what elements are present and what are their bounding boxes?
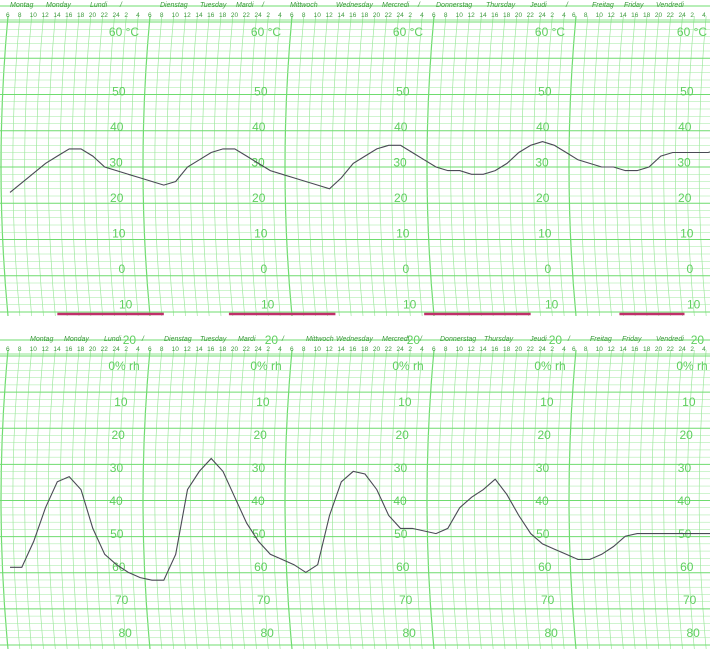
scale-label: 20 xyxy=(690,333,705,347)
hour-tick-label: 12 xyxy=(607,346,615,353)
hour-tick-label: 18 xyxy=(361,12,369,19)
scale-label: 30 xyxy=(677,461,692,475)
hour-tick-label: 4 xyxy=(278,12,282,19)
hour-tick-label: 20 xyxy=(230,346,239,353)
hour-tick-label: 20 xyxy=(230,12,239,19)
scale-label: 40 xyxy=(536,120,550,134)
scale-label: 80 xyxy=(118,626,132,640)
hour-tick-label: 8 xyxy=(583,346,588,353)
scale-label: 20 xyxy=(678,191,692,205)
hour-tick-label: 24 xyxy=(678,12,686,19)
hour-tick-label: 2 xyxy=(550,12,554,19)
unit-label: 0% rh xyxy=(392,359,424,373)
scale-label: 20 xyxy=(253,428,267,442)
scale-label: 20 xyxy=(252,191,266,205)
scale-label: 0 xyxy=(118,262,126,276)
scale-label: 50 xyxy=(112,84,126,99)
scale-label: 40 xyxy=(678,120,692,134)
hour-tick-label: 20 xyxy=(654,12,663,19)
hour-tick-label: 16 xyxy=(207,346,215,353)
scale-label: 10 xyxy=(682,395,696,409)
scale-label: 50 xyxy=(680,84,694,99)
scale-label: 40 xyxy=(535,494,549,508)
hour-tick-label: 12 xyxy=(325,346,333,353)
hour-tick-label: 8 xyxy=(443,346,448,353)
day-label: Vendredi xyxy=(656,336,684,343)
hour-tick-label: 24 xyxy=(396,346,404,353)
hour-tick-label: 22 xyxy=(242,346,250,353)
day-label: Wednesday xyxy=(336,336,373,343)
day-label: Lundi xyxy=(90,2,108,9)
hour-tick-label: 22 xyxy=(526,346,534,353)
hour-tick-label: 10 xyxy=(455,12,463,19)
scale-label: 10 xyxy=(680,226,694,241)
hour-tick-label: 10 xyxy=(455,346,463,353)
scale-label: 60 xyxy=(538,560,552,574)
day-label: Mardi xyxy=(236,2,254,9)
day-label: / xyxy=(418,2,420,9)
day-label: Freitag xyxy=(590,336,612,343)
hour-tick-label: 8 xyxy=(301,346,306,353)
hour-tick-label: 8 xyxy=(17,12,22,19)
hour-tick-label: 8 xyxy=(583,12,588,19)
scale-label: 30 xyxy=(109,155,123,170)
hour-tick-label: 14 xyxy=(337,12,345,19)
hour-tick-label: 8 xyxy=(159,346,164,353)
day-label: Lundi xyxy=(104,336,122,343)
scale-label: 20 xyxy=(537,428,551,442)
day-label: Mercredi xyxy=(382,336,410,343)
hour-tick-label: 10 xyxy=(171,346,179,353)
hour-tick-label: 22 xyxy=(666,346,674,353)
hour-tick-label: 20 xyxy=(88,346,97,353)
hour-tick-label: 16 xyxy=(349,12,357,19)
day-label: Tuesday xyxy=(200,2,227,9)
day-label: Monday xyxy=(46,2,71,9)
hour-tick-label: 12 xyxy=(467,346,475,353)
day-label: / xyxy=(142,336,144,343)
scale-label: 20 xyxy=(110,191,124,205)
scale-label: 70 xyxy=(257,593,271,607)
value-grid xyxy=(0,356,710,645)
scale-label: 50 xyxy=(254,84,268,99)
hour-tick-label: 20 xyxy=(514,346,523,353)
scale-label: 10 xyxy=(118,297,133,312)
scale-label: 40 xyxy=(252,120,266,134)
hour-tick-label: 24 xyxy=(538,346,546,353)
hour-tick-label: 22 xyxy=(526,12,534,19)
day-label: Jeudi xyxy=(530,336,547,343)
hour-tick-label: 18 xyxy=(361,346,369,353)
hour-tick-label: 24 xyxy=(254,12,262,19)
day-label: / xyxy=(282,336,284,343)
hour-tick-label: 8 xyxy=(159,12,164,19)
hour-tick-label: 4 xyxy=(562,346,566,353)
scale-label: 10 xyxy=(686,297,701,312)
hour-tick-label: 22 xyxy=(100,346,108,353)
hour-tick-label: 14 xyxy=(195,12,203,19)
scale-label: 20 xyxy=(395,428,409,442)
hour-tick-label: 2 xyxy=(266,346,270,353)
hour-tick-label: 12 xyxy=(183,346,191,353)
scale-label: 40 xyxy=(677,494,691,508)
scale-label: 30 xyxy=(393,155,407,170)
hour-tick-label: 20 xyxy=(88,12,97,19)
hour-tick-label: 18 xyxy=(219,12,227,19)
day-label: Mittwoch xyxy=(290,2,318,9)
hour-tick-label: 14 xyxy=(195,346,203,353)
hour-tick-label: 6 xyxy=(432,346,436,353)
hour-tick-label: 12 xyxy=(467,12,475,19)
hour-tick-label: 4 xyxy=(136,346,140,353)
scale-label: 10 xyxy=(256,395,270,409)
hour-tick-label: 4 xyxy=(420,346,424,353)
hour-tick-label: 6 xyxy=(148,346,152,353)
scale-label: 20 xyxy=(394,191,408,205)
day-label: / xyxy=(120,2,122,9)
scale-label: 20 xyxy=(122,333,137,347)
hour-tick-label: 4 xyxy=(136,12,140,19)
hour-tick-label: 24 xyxy=(396,12,404,19)
hour-tick-label: 20 xyxy=(654,346,663,353)
scale-label: 50 xyxy=(396,84,410,99)
hour-tick-label: 10 xyxy=(171,12,179,19)
hour-tick-label: 18 xyxy=(503,12,511,19)
unit-label: 60 °C xyxy=(108,25,140,39)
hour-tick-label: 20 xyxy=(514,12,523,19)
hour-tick-label: 14 xyxy=(53,12,61,19)
hour-tick-label: 16 xyxy=(207,12,215,19)
scale-label: 10 xyxy=(114,395,128,409)
scale-label: 30 xyxy=(535,461,550,475)
hour-tick-label: 4 xyxy=(562,12,566,19)
scale-label: 40 xyxy=(110,120,124,134)
hour-tick-label: 6 xyxy=(6,12,10,19)
scale-label: 30 xyxy=(677,155,691,170)
hour-tick-label: 14 xyxy=(619,346,627,353)
hour-tick-label: 18 xyxy=(77,12,85,19)
hour-tick-label: 14 xyxy=(479,12,487,19)
hour-tick-label: 12 xyxy=(41,346,49,353)
scale-label: 0 xyxy=(402,262,410,276)
scale-label: 80 xyxy=(544,626,558,640)
day-label: Dienstag xyxy=(160,2,188,9)
hour-tick-label: 18 xyxy=(77,346,85,353)
unit-label: 60 °C xyxy=(676,25,708,39)
scale-label: 40 xyxy=(394,120,408,134)
hour-tick-label: 4 xyxy=(702,12,706,19)
scale-label: 50 xyxy=(252,527,266,541)
scale-label: 20 xyxy=(548,333,563,347)
day-label: / xyxy=(566,2,568,9)
hour-tick-label: 6 xyxy=(148,12,152,19)
hour-tick-label: 4 xyxy=(278,346,282,353)
hour-tick-label: 10 xyxy=(313,346,321,353)
scale-label: 30 xyxy=(393,461,408,475)
hour-tick-label: 24 xyxy=(254,346,262,353)
day-label: Mercredi xyxy=(382,2,410,9)
day-label: / xyxy=(262,2,264,9)
hour-tick-label: 10 xyxy=(595,346,603,353)
scale-label: 40 xyxy=(393,494,407,508)
unit-label: 60 °C xyxy=(250,25,282,39)
hour-tick-label: 12 xyxy=(325,12,333,19)
day-label: / xyxy=(420,336,422,343)
hour-tick-label: 4 xyxy=(702,346,706,353)
hour-tick-label: 10 xyxy=(29,346,37,353)
scale-label: 20 xyxy=(406,333,421,347)
hour-tick-label: 20 xyxy=(372,346,381,353)
hour-tick-label: 22 xyxy=(100,12,108,19)
scale-label: 70 xyxy=(399,593,413,607)
hour-tick-label: 22 xyxy=(242,12,250,19)
hour-tick-label: 20 xyxy=(372,12,381,19)
scale-label: 50 xyxy=(394,527,408,541)
hour-tick-label: 2 xyxy=(690,12,694,19)
hour-tick-label: 24 xyxy=(678,346,686,353)
hour-tick-label: 10 xyxy=(313,12,321,19)
scale-label: 70 xyxy=(541,593,555,607)
hour-tick-label: 24 xyxy=(538,12,546,19)
scale-label: 60 xyxy=(396,560,410,574)
hour-tick-label: 12 xyxy=(607,12,615,19)
scale-label: 70 xyxy=(115,593,129,607)
day-label: Monday xyxy=(64,336,89,343)
scale-label: 10 xyxy=(254,226,268,241)
hour-tick-label: 8 xyxy=(443,12,448,19)
scale-label: 50 xyxy=(538,84,552,99)
scale-label: 70 xyxy=(683,593,697,607)
scale-label: 20 xyxy=(264,333,279,347)
hour-tick-label: 16 xyxy=(349,346,357,353)
hour-tick-label: 24 xyxy=(112,346,120,353)
hour-tick-label: 6 xyxy=(6,346,10,353)
hour-tick-label: 18 xyxy=(643,346,651,353)
day-label: Montag xyxy=(10,2,34,9)
scale-label: 10 xyxy=(540,395,554,409)
hour-tick-label: 10 xyxy=(595,12,603,19)
day-label: Vendredi xyxy=(656,2,684,9)
hour-tick-label: 18 xyxy=(643,12,651,19)
hour-tick-label: 2 xyxy=(408,346,412,353)
hour-tick-label: 6 xyxy=(290,12,294,19)
hour-tick-label: 22 xyxy=(384,12,392,19)
day-label: Donnerstag xyxy=(440,336,477,343)
scale-label: 30 xyxy=(251,155,265,170)
scale-label: 10 xyxy=(396,226,410,241)
hour-tick-label: 18 xyxy=(503,346,511,353)
hour-tick-label: 6 xyxy=(432,12,436,19)
hour-tick-label: 8 xyxy=(17,346,22,353)
hour-tick-label: 2 xyxy=(124,346,128,353)
scale-label: 40 xyxy=(109,494,123,508)
scale-label: 10 xyxy=(112,226,126,241)
hour-tick-label: 22 xyxy=(666,12,674,19)
scale-label: 0 xyxy=(686,262,694,276)
day-label: Friday xyxy=(624,2,644,9)
day-label: Jeudi xyxy=(530,2,547,9)
day-label: Friday xyxy=(622,336,642,343)
day-label: Mardi xyxy=(238,336,256,343)
scale-label: 20 xyxy=(536,191,550,205)
day-label: Thursday xyxy=(486,2,516,9)
hour-tick-label: 8 xyxy=(301,12,306,19)
scale-label: 30 xyxy=(535,155,549,170)
scale-label: 20 xyxy=(111,428,125,442)
scale-label: 80 xyxy=(686,626,700,640)
day-label: Mittwoch xyxy=(306,336,334,343)
unit-label: 0% rh xyxy=(250,359,282,373)
day-label: Tuesday xyxy=(200,336,227,343)
unit-label: 60 °C xyxy=(392,25,424,39)
unit-label: 0% rh xyxy=(534,359,566,373)
scale-label: 60 xyxy=(112,560,126,574)
scale-label: 0 xyxy=(544,262,552,276)
scale-label: 60 xyxy=(254,560,268,574)
day-label: Montag xyxy=(30,336,54,343)
hour-tick-label: 2 xyxy=(124,12,128,19)
hour-tick-label: 2 xyxy=(690,346,694,353)
scale-label: 80 xyxy=(402,626,416,640)
scale-label: 10 xyxy=(260,297,275,312)
hour-tick-label: 16 xyxy=(65,12,73,19)
scale-label: 10 xyxy=(544,297,559,312)
hour-tick-label: 14 xyxy=(53,346,61,353)
hour-tick-label: 22 xyxy=(384,346,392,353)
scale-label: 50 xyxy=(678,527,692,541)
hour-tick-label: 16 xyxy=(631,12,639,19)
scale-label: 40 xyxy=(251,494,265,508)
scale-label: 60 xyxy=(680,560,694,574)
hour-tick-label: 6 xyxy=(290,346,294,353)
scale-label: 80 xyxy=(260,626,274,640)
hour-tick-label: 6 xyxy=(572,346,576,353)
hour-tick-label: 16 xyxy=(65,346,73,353)
scale-label: 50 xyxy=(536,527,550,541)
scale-label: 30 xyxy=(251,461,266,475)
day-label: Thursday xyxy=(484,336,514,343)
hour-tick-label: 14 xyxy=(619,12,627,19)
hour-tick-label: 24 xyxy=(112,12,120,19)
scale-label: 50 xyxy=(110,527,124,541)
hour-tick-label: 12 xyxy=(41,12,49,19)
day-label: Freitag xyxy=(592,2,614,9)
hour-tick-label: 2 xyxy=(408,12,412,19)
scale-label: 20 xyxy=(679,428,693,442)
scale-label: 0 xyxy=(260,262,268,276)
scale-label: 10 xyxy=(402,297,417,312)
scale-label: 30 xyxy=(109,461,124,475)
hour-tick-label: 10 xyxy=(29,12,37,19)
day-label: Dienstag xyxy=(164,336,192,343)
day-label: Donnerstag xyxy=(436,2,473,9)
hour-tick-label: 16 xyxy=(631,346,639,353)
hour-tick-label: 12 xyxy=(183,12,191,19)
hour-tick-label: 4 xyxy=(420,12,424,19)
hour-tick-label: 2 xyxy=(266,12,270,19)
scale-label: 10 xyxy=(398,395,412,409)
hour-tick-label: 16 xyxy=(491,12,499,19)
day-label: / xyxy=(568,336,570,343)
day-label: Wednesday xyxy=(336,2,373,9)
unit-label: 0% rh xyxy=(108,359,140,373)
hour-tick-label: 6 xyxy=(572,12,576,19)
unit-label: 0% rh xyxy=(676,359,708,373)
hour-tick-label: 18 xyxy=(219,346,227,353)
hour-tick-label: 16 xyxy=(491,346,499,353)
hour-tick-label: 14 xyxy=(337,346,345,353)
hour-tick-label: 14 xyxy=(479,346,487,353)
unit-label: 60 °C xyxy=(534,25,566,39)
hour-tick-label: 2 xyxy=(550,346,554,353)
scale-label: 10 xyxy=(538,226,552,241)
